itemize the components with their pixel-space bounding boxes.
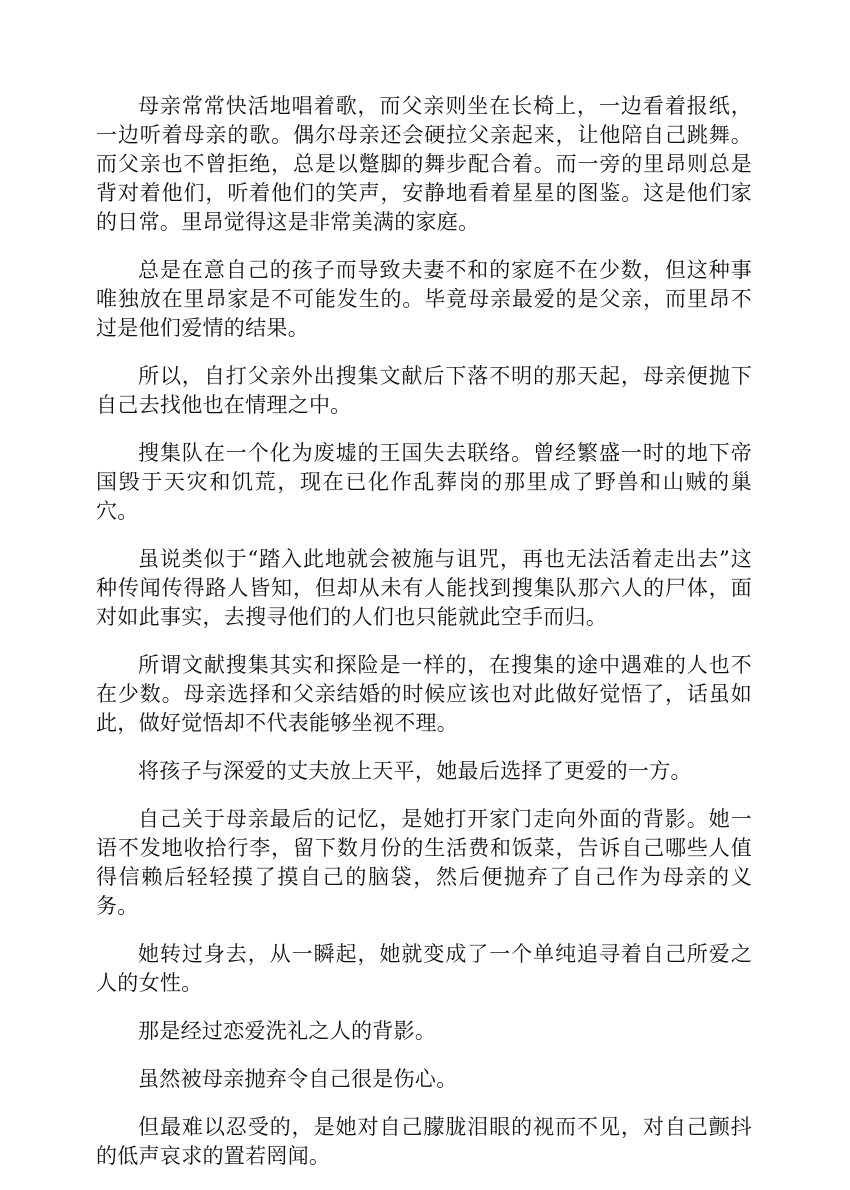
paragraph-4: 搜集队在一个化为废墟的王国失去联络。曾经繁盛一时的地下帝国毁于天灾和饥荒，现在已化作乱葬岗的那里成了野兽和山贼的巢穴。 — [96, 441, 752, 523]
paragraph-12: 但最难以忍受的，是她对自己朦胧泪眼的视而不见，对自己颤抖的低声哀求的置若罔闻。 — [96, 1115, 752, 1168]
paragraph-8: 自己关于母亲最后的记忆，是她打开家门走向外面的背影。她一语不发地收拾行李，留下数月份的生活费和饭菜，告诉自己哪些人值得信赖后轻轻摸了摸自己的脑袋，然后便抛弃了自己作为母亲的义务。 — [96, 807, 752, 918]
paragraph-5: 虽说类似于“踏入此地就会被施与诅咒，再也无法活着走出去”这种传闻传得路人皆知，但却从未有人能找到搜集队那六人的尸体，面对如此事实，去搜寻他们的人们也只能就此空手而归。 — [96, 547, 752, 629]
paragraph-2: 总是在意自己的孩子而导致夫妻不和的家庭不在少数，但这种事唯独放在里昂家是不可能发生的。毕竟母亲最爱的是父亲，而里昂不过是他们爱情的结果。 — [96, 258, 752, 340]
paragraph-9: 她转过身去，从一瞬起，她就变成了一个单纯追寻着自己所爱之人的女性。 — [96, 942, 752, 995]
paragraph-11: 虽然被母亲抛弃令自己很是伤心。 — [138, 1067, 458, 1091]
paragraph-10: 那是经过恋爱洗礼之人的背影。 — [138, 1019, 437, 1043]
document-body — [96, 92, 752, 1190]
paragraph-7: 将孩子与深爱的丈夫放上天平，她最后选择了更爱的一方。 — [138, 759, 692, 783]
paragraph-3: 所以，自打父亲外出搜集文献后下落不明的那天起，母亲便抛下自己去找他也在情理之中。 — [96, 364, 752, 417]
paragraph-6: 所谓文献搜集其实和探险是一样的，在搜集的途中遇难的人也不在少数。母亲选择和父亲结婚的时候应该也对此做好觉悟了，话虽如此，做好觉悟却不代表能够坐视不理。 — [96, 653, 752, 735]
paragraph-1: 母亲常常快活地唱着歌，而父亲则坐在长椅上，一边看着报纸，一边听着母亲的歌。偶尔母亲还会硬拉父亲起来，让他陪自己跳舞。而父亲也不曾拒绝，总是以蹩脚的舞步配合着。而一旁的里昂则总是背对着他们，听着他们的笑声，安静地看着星星的图鉴。这是他们家的日常。里昂觉得这是非常美满的家庭。 — [96, 94, 752, 234]
